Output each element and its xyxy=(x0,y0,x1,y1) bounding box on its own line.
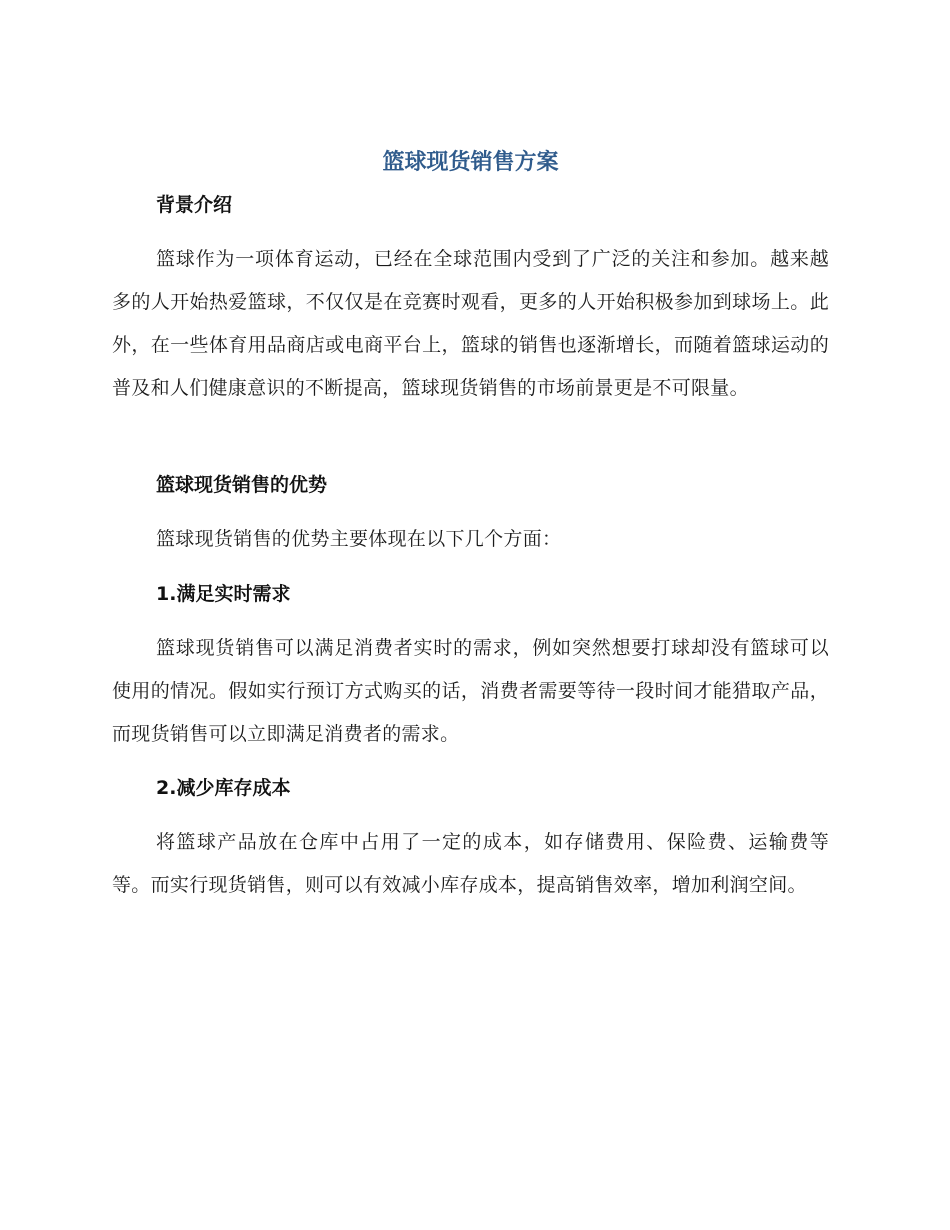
paragraph-background: 篮球作为一项体育运动，已经在全球范围内受到了广泛的关注和参加。越来越多的人开始热爱篮球，不仅仅是在竞赛时观看，更多的人开始积极参加到球场上。此外，在一些体育用品商店或电商平台上，篮球的销售也逐渐增长，而随着篮球运动的普及和人们健康意识的不断提高，篮球现货销售的市场前景更是不可限量。 xyxy=(112,248,829,399)
paragraph-advantages-intro: 篮球现货销售的优势主要体现在以下几个方面： xyxy=(156,528,562,550)
paragraph-realtime-demand: 篮球现货销售可以满足消费者实时的需求，例如突然想要打球却没有篮球可以使用的情况。假如实行预订方式购买的话，消费者需要等待一段时间才能猎取产品，而现货销售可以立即满足消费者的需求。 xyxy=(112,637,829,745)
section-heading-advantages: 篮球现货销售的优势 xyxy=(156,474,328,496)
paragraph-inventory-cost: 将篮球产品放在仓库中占用了一定的成本，如存储费用、保险费、运输费等等。而实行现货销售，则可以有效减小库存成本，提高销售效率，增加利润空间。 xyxy=(112,831,829,896)
section-heading-inventory-cost: 2.减少库存成本 xyxy=(156,777,291,799)
section-heading-background: 背景介绍 xyxy=(156,194,233,216)
section-heading-realtime-demand: 1.满足实时需求 xyxy=(156,583,291,605)
document-title: 篮球现货销售方案 xyxy=(382,150,559,175)
